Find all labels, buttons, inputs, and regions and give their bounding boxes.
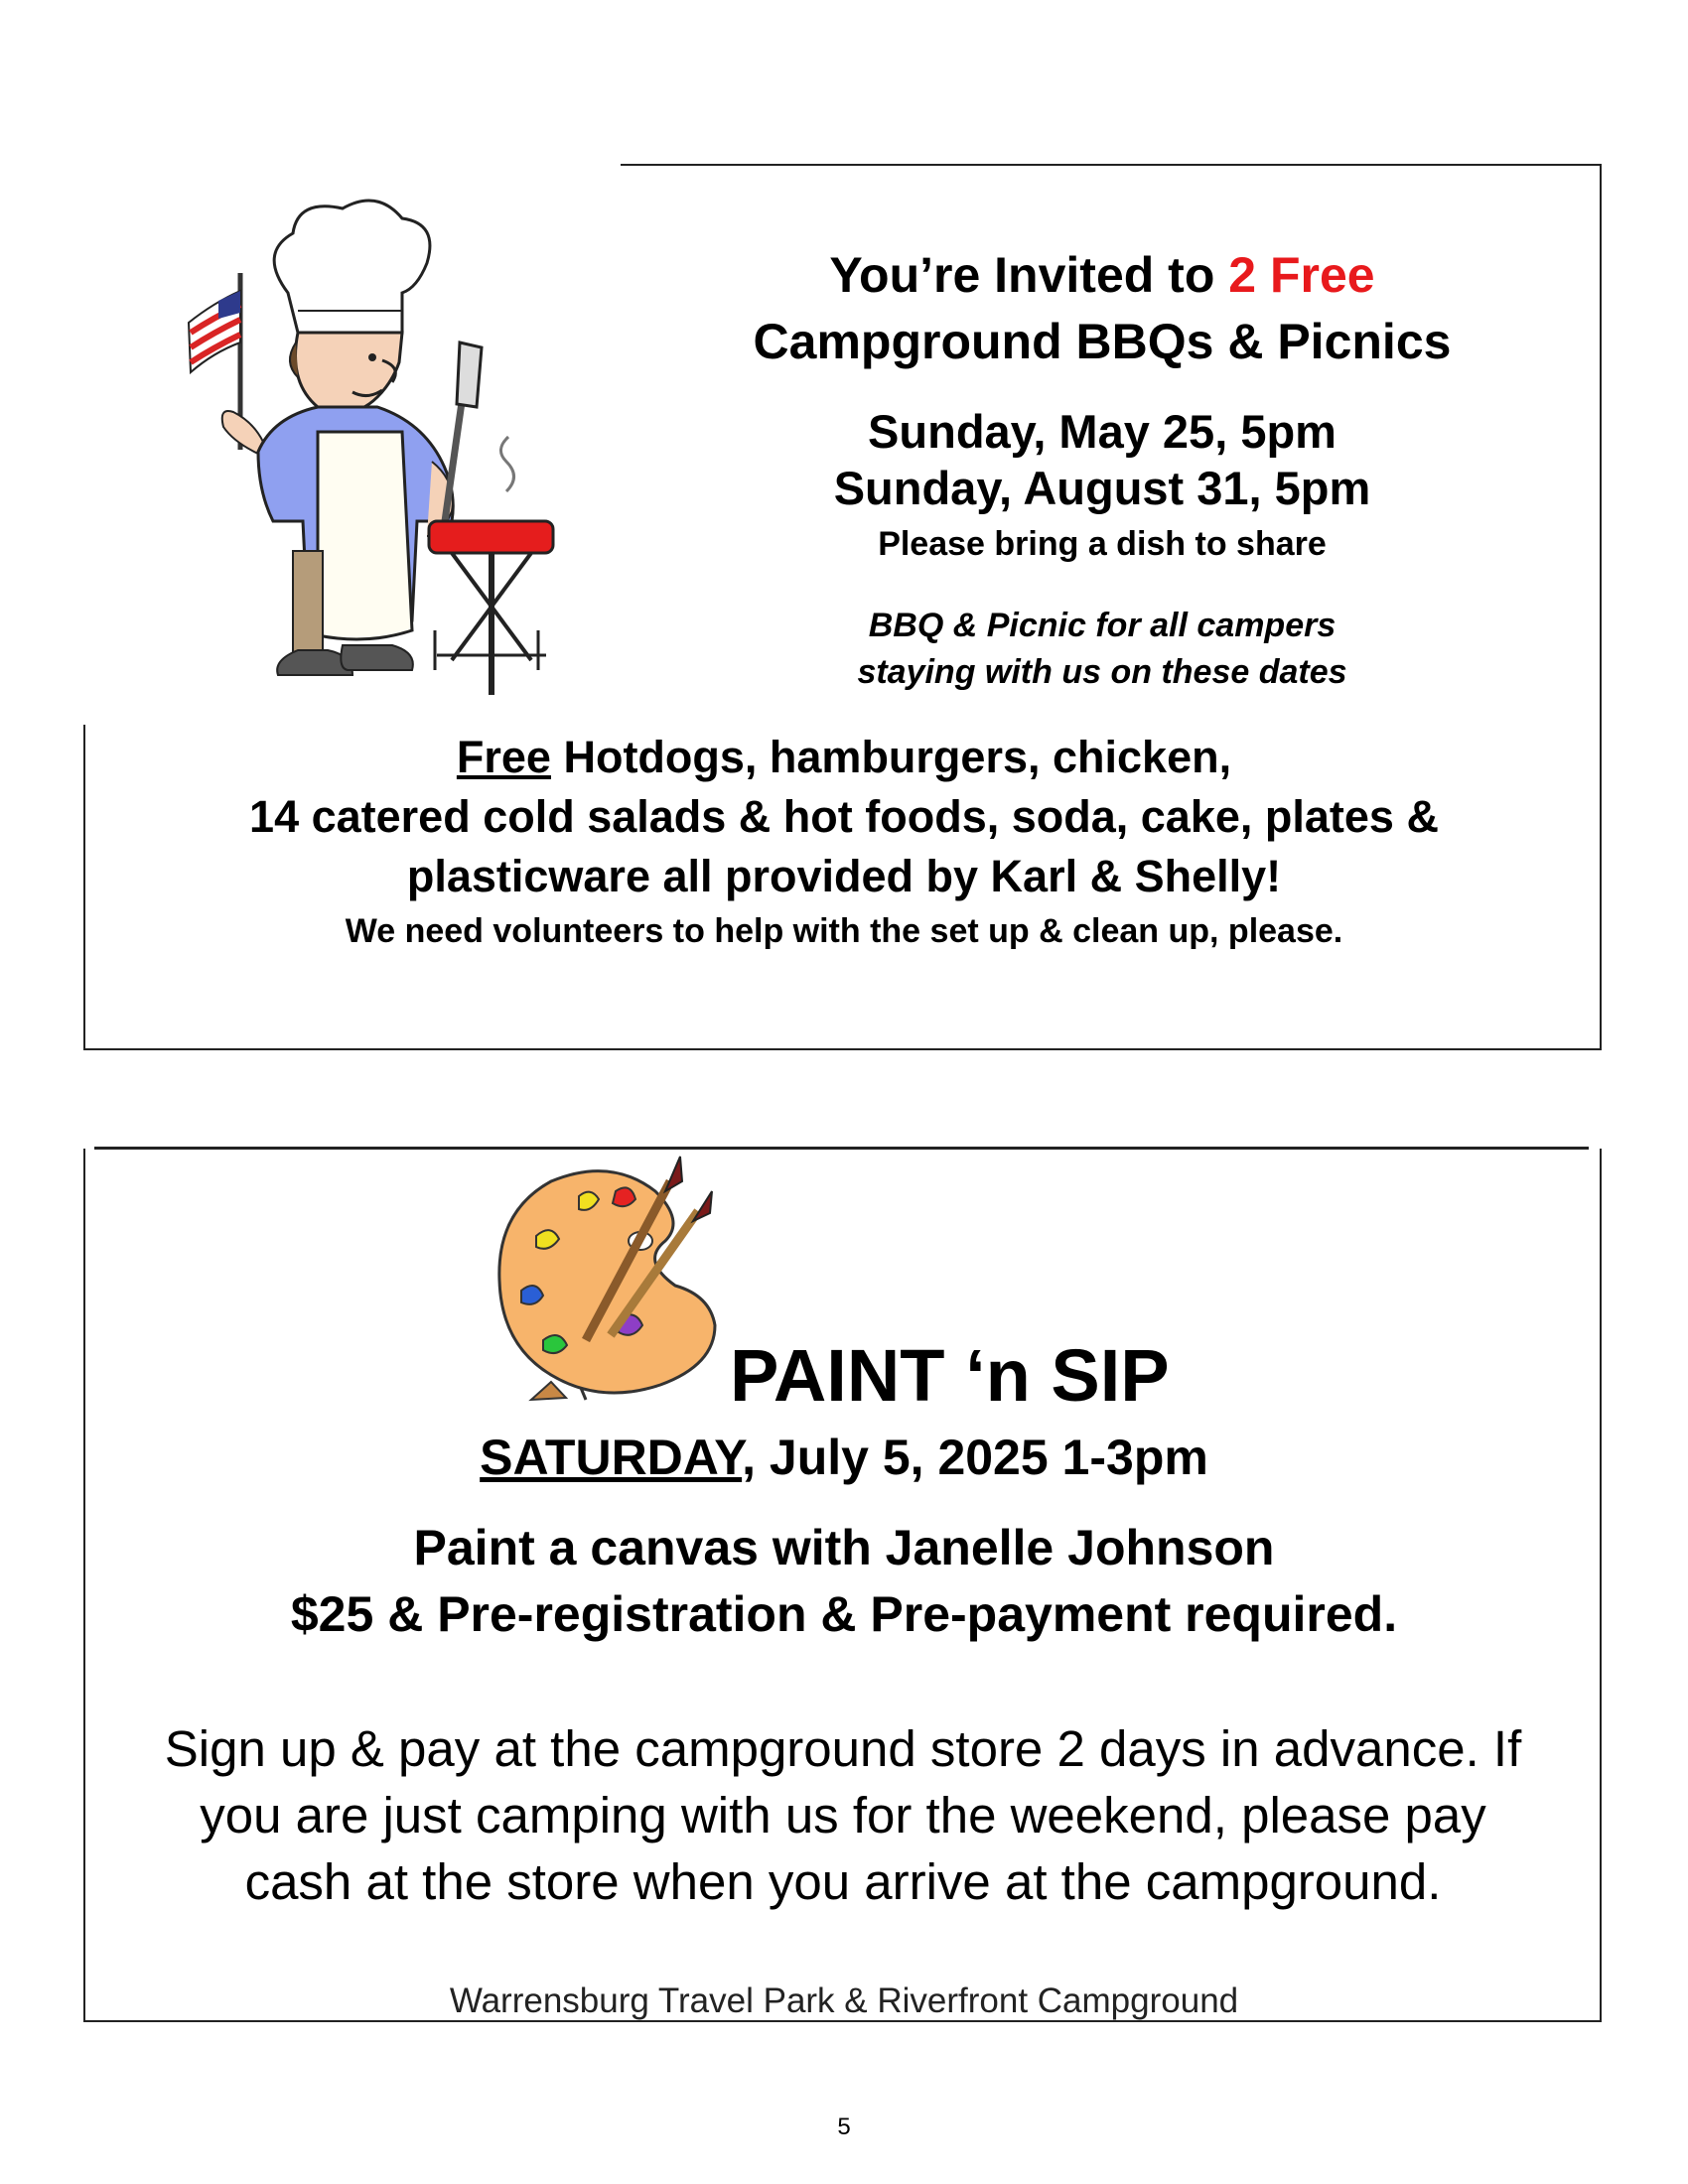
bbq-date-1: Sunday, May 25, 5pm: [868, 405, 1336, 458]
paint-date-line: [99, 1426, 1589, 1489]
bbq-box-border-left: [83, 725, 85, 1050]
paint-line2: $25 & Pre-registration & Pre-payment required.: [290, 1586, 1398, 1642]
bbq-food-line3: plasticware all provided by Karl & Shelly!: [406, 851, 1282, 901]
bbq-food-line1-rest: Hotdogs, hamburgers, chicken,: [550, 732, 1232, 782]
paint-signup-line3: cash at the store when you arrive at the campground.: [244, 1853, 1442, 1910]
bbq-box-border-bottom: [83, 1048, 1602, 1050]
bbq-box-border-top: [621, 164, 1602, 166]
campground-footer: Warrensburg Travel Park & Riverfront Campground: [449, 1981, 1239, 2020]
paint-signup-line2: you are just camping with us for the weekend, please pay: [200, 1787, 1486, 1843]
paint-title: PAINT ‘n SIP: [730, 1334, 1170, 1417]
bbq-box-border-right: [1600, 164, 1602, 1050]
paint-line1: Paint a canvas with Janelle Johnson: [413, 1520, 1275, 1575]
page-number: 5: [837, 2114, 851, 2140]
bbq-food-line2: 14 catered cold salads & hot foods, soda, cake, plates &: [249, 791, 1439, 842]
american-flag-icon: [189, 291, 240, 372]
paint-signup-line1: Sign up & pay at the campground store 2 days in advance. If: [164, 1720, 1522, 1777]
bbq-title-prefix: You’re Invited to: [829, 247, 1229, 303]
bbq-food-free: Free: [456, 732, 551, 782]
chef-grilling-illustration: [179, 194, 556, 710]
paint-palette-illustration: [492, 1152, 735, 1405]
bbq-for-all-line2: staying with us on these dates: [857, 653, 1347, 691]
paint-box-border-top: [94, 1147, 1589, 1150]
bbq-food-line1: [99, 729, 1589, 786]
bbq-date-2: Sunday, August 31, 5pm: [833, 462, 1371, 514]
bbq-title-line2: Campground BBQs & Picnics: [753, 314, 1452, 369]
bbq-volunteers: We need volunteers to help with the set up & clean up, please.: [345, 912, 1343, 950]
bbq-bring-dish: Please bring a dish to share: [878, 525, 1327, 563]
paint-date-rest: , July 5, 2025 1-3pm: [742, 1430, 1208, 1485]
bbq-for-all-line1: BBQ & Picnic for all campers: [868, 607, 1336, 644]
paint-day: SATURDAY: [480, 1430, 743, 1485]
bbq-title-line1: [685, 243, 1519, 307]
bbq-title-highlight: 2 Free: [1228, 247, 1375, 303]
